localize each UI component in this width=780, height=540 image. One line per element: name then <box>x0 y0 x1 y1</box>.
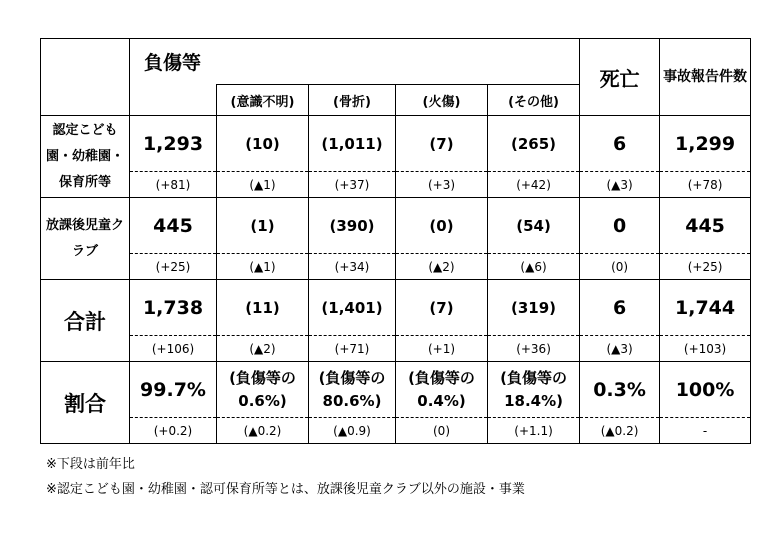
change-unconscious: (▲0.2) <box>217 418 309 444</box>
value-unconscious: (1) <box>217 198 309 254</box>
change-report-count: - <box>660 418 751 444</box>
value-fracture: (1,011) <box>309 116 396 172</box>
header-injury-total-blank <box>130 85 217 116</box>
value-report-count: 445 <box>660 198 751 254</box>
change-fracture: (+71) <box>309 336 396 362</box>
change-other: (+42) <box>488 172 580 198</box>
change-injury-total: (+106) <box>130 336 217 362</box>
value-injury-total: 1,738 <box>130 280 217 336</box>
change-burn: (+1) <box>396 336 488 362</box>
value-fracture: (負傷等の80.6%) <box>309 362 396 418</box>
value-burn: (7) <box>396 116 488 172</box>
footnotes <box>46 452 525 502</box>
header-burn: (火傷) <box>396 85 488 116</box>
change-fracture: (+37) <box>309 172 396 198</box>
value-burn: (0) <box>396 198 488 254</box>
change-unconscious: (▲2) <box>217 336 309 362</box>
value-other: (54) <box>488 198 580 254</box>
change-report-count: (+78) <box>660 172 751 198</box>
change-death: (0) <box>580 254 660 280</box>
row-category-total: 合計 <box>41 280 130 362</box>
value-report-count: 1,299 <box>660 116 751 172</box>
value-injury-total: 1,293 <box>130 116 217 172</box>
change-injury-total: (+0.2) <box>130 418 217 444</box>
header-other: (その他) <box>488 85 580 116</box>
change-injury-total: (+25) <box>130 254 217 280</box>
row-category-ratio: 割合 <box>41 362 130 444</box>
value-burn: (7) <box>396 280 488 336</box>
value-burn: (負傷等の0.4%) <box>396 362 488 418</box>
value-unconscious: (10) <box>217 116 309 172</box>
value-unconscious: (負傷等の0.6%) <box>217 362 309 418</box>
header-death: 死亡 <box>580 39 660 116</box>
value-death: 6 <box>580 116 660 172</box>
change-unconscious: (▲1) <box>217 254 309 280</box>
change-burn: (+3) <box>396 172 488 198</box>
change-death: (▲0.2) <box>580 418 660 444</box>
accident-stats-table <box>40 38 751 444</box>
row-category-nursery: 認定こども園・幼稚園・保育所等 <box>41 116 130 198</box>
corner-cell <box>41 39 130 116</box>
value-report-count: 1,744 <box>660 280 751 336</box>
footnote-yoy: ※下段は前年比 <box>46 457 135 472</box>
change-death: (▲3) <box>580 336 660 362</box>
value-injury-total: 99.7% <box>130 362 217 418</box>
change-other: (+1.1) <box>488 418 580 444</box>
change-report-count: (+25) <box>660 254 751 280</box>
change-fracture: (▲0.9) <box>309 418 396 444</box>
change-other: (▲6) <box>488 254 580 280</box>
change-other: (+36) <box>488 336 580 362</box>
header-report-count: 事故報告件数 <box>660 39 751 116</box>
value-report-count: 100% <box>660 362 751 418</box>
change-injury-total: (+81) <box>130 172 217 198</box>
value-death: 0 <box>580 198 660 254</box>
change-death: (▲3) <box>580 172 660 198</box>
header-unconscious: (意識不明) <box>217 85 309 116</box>
value-other: (負傷等の18.4%) <box>488 362 580 418</box>
value-fracture: (1,401) <box>309 280 396 336</box>
change-fracture: (+34) <box>309 254 396 280</box>
value-fracture: (390) <box>309 198 396 254</box>
value-unconscious: (11) <box>217 280 309 336</box>
value-injury-total: 445 <box>130 198 217 254</box>
header-fracture: (骨折) <box>309 85 396 116</box>
header-injury: 負傷等 <box>130 39 580 85</box>
change-report-count: (+103) <box>660 336 751 362</box>
value-other: (319) <box>488 280 580 336</box>
change-burn: (0) <box>396 418 488 444</box>
value-death: 6 <box>580 280 660 336</box>
footnote-definition: ※認定こども園・幼稚園・認可保育所等とは、放課後児童クラブ以外の施設・事業 <box>46 482 525 497</box>
value-other: (265) <box>488 116 580 172</box>
change-burn: (▲2) <box>396 254 488 280</box>
value-death: 0.3% <box>580 362 660 418</box>
change-unconscious: (▲1) <box>217 172 309 198</box>
row-category-after-school: 放課後児童クラブ <box>41 198 130 280</box>
